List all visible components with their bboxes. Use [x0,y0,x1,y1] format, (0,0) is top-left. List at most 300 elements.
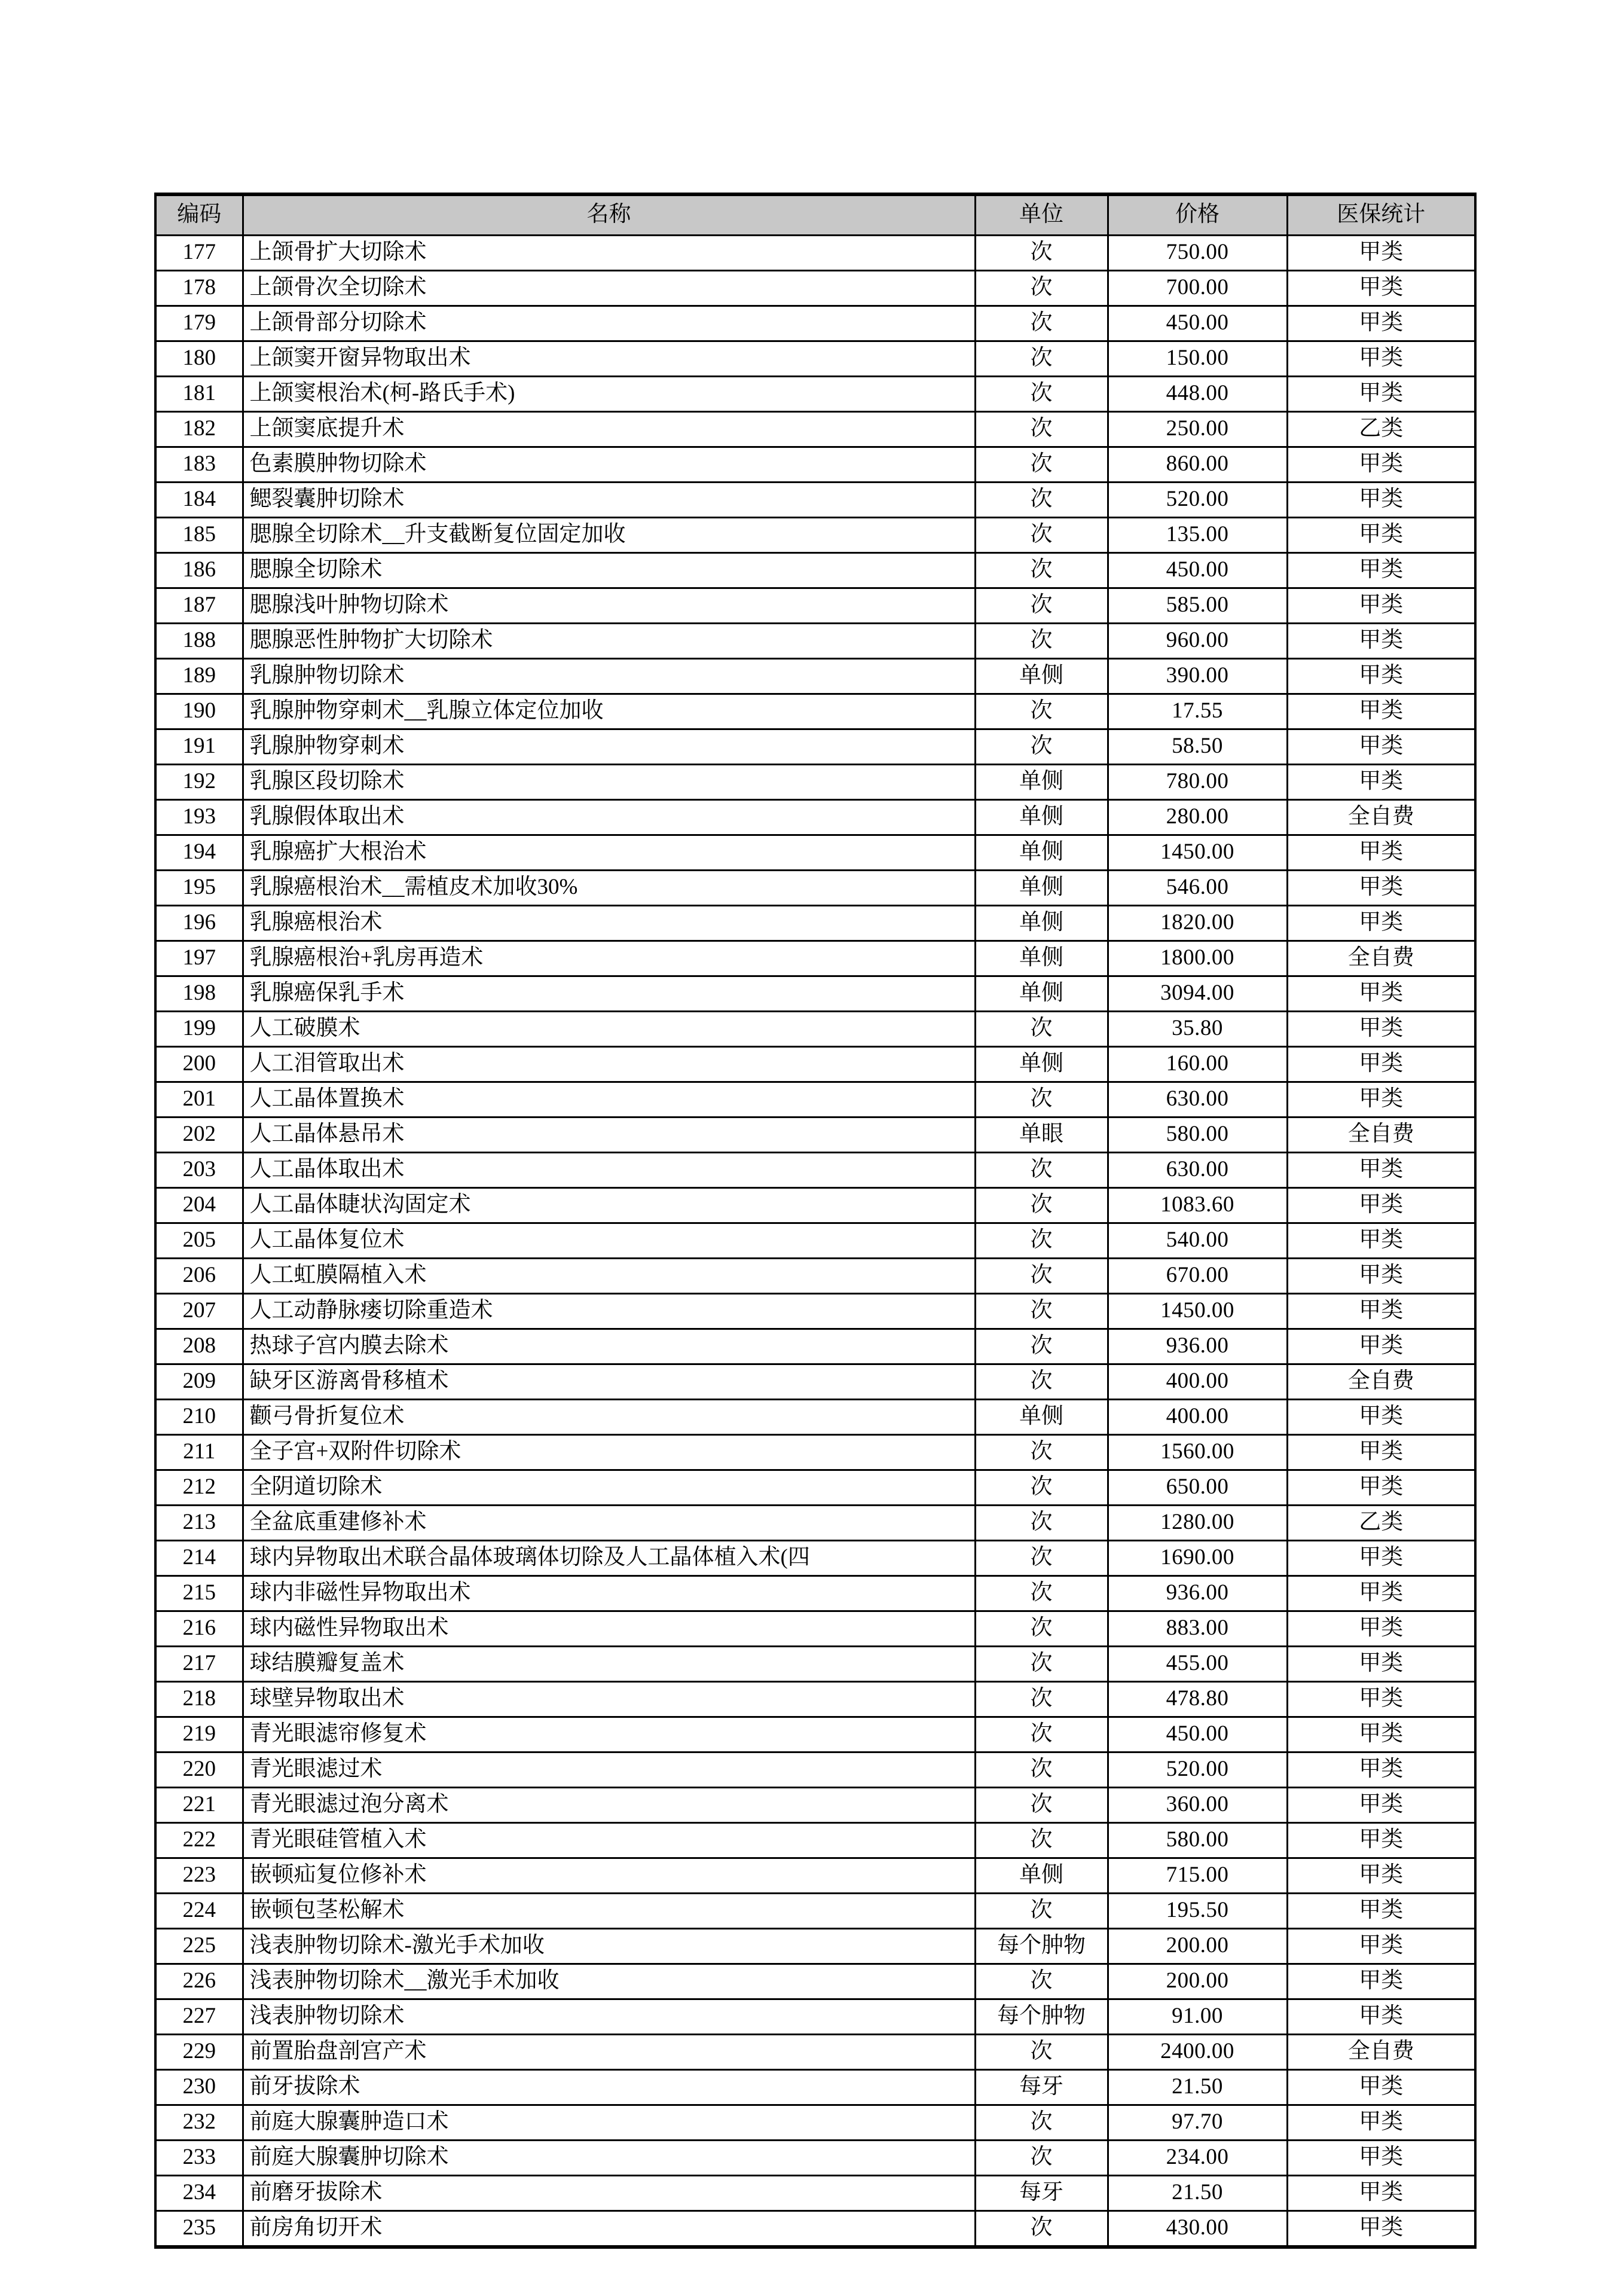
cell-unit: 每牙 [975,2176,1108,2211]
table-row [155,1929,1475,1964]
cell-name: 人工晶体复位术 [243,1223,975,1259]
cell-unit: 次 [975,1682,1108,1717]
table-row [155,1647,1475,1682]
column-header-unit: 单位 [975,194,1108,236]
table-row [155,1788,1475,1823]
cell-price: 430.00 [1108,2211,1287,2248]
cell-code: 235 [155,2211,243,2248]
cell-insurance: 甲类 [1287,729,1475,765]
cell-code: 191 [155,729,243,765]
table-row [155,694,1475,729]
table-row [155,1259,1475,1294]
cell-name: 热球子宫内膜去除术 [243,1329,975,1364]
cell-insurance: 甲类 [1287,1259,1475,1294]
cell-name: 上颌骨扩大切除术 [243,236,975,271]
cell-code: 211 [155,1435,243,1470]
cell-insurance: 甲类 [1287,483,1475,518]
cell-insurance: 甲类 [1287,1223,1475,1259]
cell-insurance: 甲类 [1287,2105,1475,2141]
cell-price: 630.00 [1108,1082,1287,1118]
cell-price: 58.50 [1108,729,1287,765]
cell-unit: 次 [975,2035,1108,2070]
cell-insurance: 甲类 [1287,1435,1475,1470]
table-row [155,1223,1475,1259]
cell-unit: 次 [975,1541,1108,1576]
cell-insurance: 甲类 [1287,1082,1475,1118]
table-row [155,1611,1475,1647]
table-row [155,1576,1475,1611]
table-row [155,1999,1475,2035]
cell-insurance: 甲类 [1287,1188,1475,1223]
cell-code: 196 [155,906,243,941]
cell-code: 200 [155,1047,243,1082]
cell-code: 215 [155,1576,243,1611]
cell-name: 嵌顿疝复位修补术 [243,1858,975,1894]
cell-insurance: 甲类 [1287,1823,1475,1858]
cell-name: 浅表肿物切除术-激光手术加收 [243,1929,975,1964]
cell-name: 乳腺假体取出术 [243,800,975,835]
cell-unit: 次 [975,1894,1108,1929]
cell-unit: 次 [975,518,1108,553]
table-row [155,2141,1475,2176]
table-row [155,835,1475,871]
cell-name: 腮腺浅叶肿物切除术 [243,588,975,624]
cell-price: 936.00 [1108,1329,1287,1364]
cell-price: 91.00 [1108,1999,1287,2035]
cell-code: 234 [155,2176,243,2211]
cell-name: 前庭大腺囊肿切除术 [243,2141,975,2176]
cell-name: 球壁异物取出术 [243,1682,975,1717]
cell-insurance: 甲类 [1287,1400,1475,1435]
cell-unit: 次 [975,2211,1108,2248]
table-row [155,2070,1475,2105]
cell-code: 207 [155,1294,243,1329]
cell-price: 250.00 [1108,412,1287,447]
table-row [155,1752,1475,1788]
cell-insurance: 甲类 [1287,624,1475,659]
cell-unit: 次 [975,1435,1108,1470]
table-row [155,518,1475,553]
cell-insurance: 甲类 [1287,871,1475,906]
table-row [155,624,1475,659]
table-row [155,1435,1475,1470]
cell-unit: 单侧 [975,659,1108,694]
cell-price: 580.00 [1108,1823,1287,1858]
table-row [155,1047,1475,1082]
cell-insurance: 甲类 [1287,976,1475,1012]
cell-insurance: 甲类 [1287,2211,1475,2248]
cell-price: 478.80 [1108,1682,1287,1717]
table-row [155,1541,1475,1576]
cell-name: 前牙拔除术 [243,2070,975,2105]
cell-code: 205 [155,1223,243,1259]
cell-name: 乳腺肿物穿刺术 [243,729,975,765]
cell-code: 227 [155,1999,243,2035]
cell-price: 455.00 [1108,1647,1287,1682]
cell-code: 224 [155,1894,243,1929]
cell-code: 195 [155,871,243,906]
cell-code: 218 [155,1682,243,1717]
cell-name: 全阴道切除术 [243,1470,975,1506]
column-header-insurance: 医保统计 [1287,194,1475,236]
cell-price: 21.50 [1108,2070,1287,2105]
cell-insurance: 甲类 [1287,1858,1475,1894]
cell-unit: 次 [975,1964,1108,1999]
table-row [155,1082,1475,1118]
table-row [155,765,1475,800]
cell-name: 嵌顿包茎松解术 [243,1894,975,1929]
table-row [155,447,1475,483]
cell-price: 35.80 [1108,1012,1287,1047]
cell-price: 1450.00 [1108,835,1287,871]
table-row [155,1894,1475,1929]
cell-insurance: 甲类 [1287,765,1475,800]
cell-code: 221 [155,1788,243,1823]
cell-insurance: 全自费 [1287,2035,1475,2070]
cell-unit: 次 [975,1329,1108,1364]
cell-unit: 单眼 [975,1118,1108,1153]
cell-name: 前磨牙拔除术 [243,2176,975,2211]
cell-price: 883.00 [1108,1611,1287,1647]
cell-name: 腮腺全切除术__升支截断复位固定加收 [243,518,975,553]
cell-price: 400.00 [1108,1400,1287,1435]
cell-unit: 次 [975,1012,1108,1047]
cell-name: 人工虹膜隔植入术 [243,1259,975,1294]
table-row [155,659,1475,694]
table-row [155,1188,1475,1223]
cell-unit: 次 [975,1082,1108,1118]
cell-unit: 次 [975,306,1108,341]
table-row [155,976,1475,1012]
cell-name: 青光眼滤过术 [243,1752,975,1788]
cell-unit: 次 [975,1470,1108,1506]
cell-code: 187 [155,588,243,624]
cell-name: 青光眼滤过泡分离术 [243,1788,975,1823]
cell-code: 194 [155,835,243,871]
cell-name: 青光眼滤帘修复术 [243,1717,975,1752]
cell-price: 3094.00 [1108,976,1287,1012]
cell-code: 183 [155,447,243,483]
cell-name: 全盆底重建修补术 [243,1506,975,1541]
table-row [155,1329,1475,1364]
cell-unit: 次 [975,447,1108,483]
cell-insurance: 甲类 [1287,1012,1475,1047]
cell-insurance: 甲类 [1287,1611,1475,1647]
cell-price: 390.00 [1108,659,1287,694]
cell-price: 360.00 [1108,1788,1287,1823]
cell-name: 乳腺区段切除术 [243,765,975,800]
cell-insurance: 甲类 [1287,447,1475,483]
cell-insurance: 甲类 [1287,2070,1475,2105]
cell-insurance: 甲类 [1287,1541,1475,1576]
cell-insurance: 甲类 [1287,588,1475,624]
cell-unit: 次 [975,412,1108,447]
cell-name: 乳腺癌根治术__需植皮术加收30% [243,871,975,906]
cell-unit: 次 [975,1294,1108,1329]
cell-code: 204 [155,1188,243,1223]
cell-unit: 次 [975,271,1108,306]
cell-price: 150.00 [1108,341,1287,377]
cell-price: 520.00 [1108,483,1287,518]
cell-unit: 每个肿物 [975,1999,1108,2035]
table-row [155,553,1475,588]
cell-code: 197 [155,941,243,976]
cell-code: 209 [155,1364,243,1400]
cell-insurance: 甲类 [1287,1999,1475,2035]
cell-code: 190 [155,694,243,729]
table-row [155,341,1475,377]
table-row [155,2105,1475,2141]
cell-code: 189 [155,659,243,694]
cell-insurance: 甲类 [1287,2141,1475,2176]
cell-insurance: 甲类 [1287,1894,1475,1929]
cell-insurance: 甲类 [1287,1647,1475,1682]
cell-insurance: 甲类 [1287,1964,1475,1999]
cell-unit: 次 [975,624,1108,659]
table-row [155,1506,1475,1541]
cell-code: 199 [155,1012,243,1047]
cell-code: 198 [155,976,243,1012]
cell-code: 206 [155,1259,243,1294]
cell-name: 上颌窦底提升术 [243,412,975,447]
cell-unit: 次 [975,377,1108,412]
cell-insurance: 甲类 [1287,1153,1475,1188]
cell-code: 192 [155,765,243,800]
table-row [155,1400,1475,1435]
cell-name: 乳腺肿物切除术 [243,659,975,694]
cell-unit: 单侧 [975,976,1108,1012]
table-row [155,1153,1475,1188]
table-row [155,871,1475,906]
cell-insurance: 甲类 [1287,1717,1475,1752]
cell-insurance: 甲类 [1287,377,1475,412]
cell-name: 上颌骨次全切除术 [243,271,975,306]
cell-insurance: 全自费 [1287,1118,1475,1153]
cell-price: 585.00 [1108,588,1287,624]
cell-price: 546.00 [1108,871,1287,906]
cell-name: 球结膜瓣复盖术 [243,1647,975,1682]
table-row [155,1717,1475,1752]
cell-insurance: 甲类 [1287,1788,1475,1823]
cell-insurance: 全自费 [1287,800,1475,835]
cell-insurance: 甲类 [1287,1576,1475,1611]
cell-unit: 次 [975,1823,1108,1858]
table-row [155,236,1475,271]
cell-name: 前房角切开术 [243,2211,975,2248]
cell-name: 全子宫+双附件切除术 [243,1435,975,1470]
cell-code: 193 [155,800,243,835]
cell-name: 乳腺癌保乳手术 [243,976,975,1012]
cell-name: 青光眼硅管植入术 [243,1823,975,1858]
cell-price: 200.00 [1108,1929,1287,1964]
table-row [155,412,1475,447]
cell-unit: 次 [975,1717,1108,1752]
cell-unit: 次 [975,729,1108,765]
cell-price: 450.00 [1108,1717,1287,1752]
table-row [155,2176,1475,2211]
column-header-name: 名称 [243,194,975,236]
cell-name: 球内磁性异物取出术 [243,1611,975,1647]
table-row [155,2035,1475,2070]
table-row [155,1682,1475,1717]
table-row [155,729,1475,765]
table-row [155,800,1475,835]
cell-unit: 次 [975,1611,1108,1647]
cell-name: 人工晶体置换术 [243,1082,975,1118]
cell-price: 448.00 [1108,377,1287,412]
column-header-code: 编码 [155,194,243,236]
cell-insurance: 甲类 [1287,2176,1475,2211]
cell-name: 缺牙区游离骨移植术 [243,1364,975,1400]
cell-price: 21.50 [1108,2176,1287,2211]
cell-name: 鳃裂囊肿切除术 [243,483,975,518]
cell-code: 179 [155,306,243,341]
table-row [155,588,1475,624]
cell-code: 203 [155,1153,243,1188]
header-row [155,194,1475,236]
cell-price: 17.55 [1108,694,1287,729]
cell-code: 181 [155,377,243,412]
cell-code: 186 [155,553,243,588]
cell-unit: 单侧 [975,765,1108,800]
cell-code: 210 [155,1400,243,1435]
cell-insurance: 甲类 [1287,236,1475,271]
cell-code: 226 [155,1964,243,1999]
cell-code: 230 [155,2070,243,2105]
cell-code: 185 [155,518,243,553]
table-row [155,1118,1475,1153]
cell-code: 217 [155,1647,243,1682]
cell-code: 220 [155,1752,243,1788]
cell-name: 上颌窦开窗异物取出术 [243,341,975,377]
cell-insurance: 甲类 [1287,835,1475,871]
cell-unit: 每牙 [975,2070,1108,2105]
cell-unit: 次 [975,1153,1108,1188]
cell-unit: 次 [975,1259,1108,1294]
medical-price-table [154,193,1477,2249]
cell-insurance: 甲类 [1287,694,1475,729]
cell-price: 780.00 [1108,765,1287,800]
cell-unit: 每个肿物 [975,1929,1108,1964]
cell-insurance: 甲类 [1287,1470,1475,1506]
cell-name: 人工动静脉瘘切除重造术 [243,1294,975,1329]
cell-unit: 次 [975,1576,1108,1611]
cell-price: 936.00 [1108,1576,1287,1611]
cell-name: 前置胎盘剖宫产术 [243,2035,975,2070]
cell-unit: 次 [975,341,1108,377]
cell-price: 715.00 [1108,1858,1287,1894]
cell-unit: 单侧 [975,835,1108,871]
cell-unit: 单侧 [975,941,1108,976]
cell-code: 182 [155,412,243,447]
table-row [155,1470,1475,1506]
cell-insurance: 乙类 [1287,1506,1475,1541]
cell-code: 178 [155,271,243,306]
cell-name: 乳腺癌根治+乳房再造术 [243,941,975,976]
cell-price: 540.00 [1108,1223,1287,1259]
cell-name: 人工晶体取出术 [243,1153,975,1188]
table-row [155,1364,1475,1400]
cell-name: 腮腺恶性肿物扩大切除术 [243,624,975,659]
cell-insurance: 甲类 [1287,906,1475,941]
cell-code: 225 [155,1929,243,1964]
cell-name: 乳腺癌根治术 [243,906,975,941]
cell-price: 400.00 [1108,1364,1287,1400]
cell-price: 1690.00 [1108,1541,1287,1576]
cell-insurance: 甲类 [1287,271,1475,306]
cell-code: 208 [155,1329,243,1364]
cell-unit: 单侧 [975,800,1108,835]
cell-insurance: 甲类 [1287,1329,1475,1364]
cell-code: 232 [155,2105,243,2141]
cell-price: 97.70 [1108,2105,1287,2141]
cell-code: 202 [155,1118,243,1153]
table-row [155,1823,1475,1858]
cell-code: 177 [155,236,243,271]
cell-price: 750.00 [1108,236,1287,271]
cell-price: 700.00 [1108,271,1287,306]
cell-name: 人工晶体悬吊术 [243,1118,975,1153]
cell-insurance: 全自费 [1287,941,1475,976]
cell-price: 450.00 [1108,553,1287,588]
cell-unit: 次 [975,1647,1108,1682]
cell-unit: 次 [975,1788,1108,1823]
table-row [155,306,1475,341]
cell-insurance: 甲类 [1287,1752,1475,1788]
cell-code: 201 [155,1082,243,1118]
cell-name: 腮腺全切除术 [243,553,975,588]
cell-code: 213 [155,1506,243,1541]
cell-code: 222 [155,1823,243,1858]
cell-unit: 单侧 [975,1400,1108,1435]
cell-code: 188 [155,624,243,659]
table-row [155,271,1475,306]
cell-code: 184 [155,483,243,518]
cell-unit: 次 [975,1223,1108,1259]
cell-unit: 次 [975,2141,1108,2176]
table-header [155,194,1475,236]
cell-price: 650.00 [1108,1470,1287,1506]
cell-price: 520.00 [1108,1752,1287,1788]
cell-unit: 次 [975,1188,1108,1223]
cell-price: 160.00 [1108,1047,1287,1082]
cell-code: 229 [155,2035,243,2070]
cell-code: 216 [155,1611,243,1647]
column-header-price: 价格 [1108,194,1287,236]
cell-unit: 次 [975,483,1108,518]
cell-name: 乳腺肿物穿刺术__乳腺立体定位加收 [243,694,975,729]
cell-price: 234.00 [1108,2141,1287,2176]
cell-name: 球内异物取出术联合晶体玻璃体切除及人工晶体植入术(四 [243,1541,975,1576]
cell-unit: 次 [975,2105,1108,2141]
cell-name: 上颌骨部分切除术 [243,306,975,341]
cell-code: 233 [155,2141,243,2176]
cell-price: 1280.00 [1108,1506,1287,1541]
cell-code: 180 [155,341,243,377]
table-row [155,2211,1475,2248]
cell-name: 上颌窦根治术(柯-路氏手术) [243,377,975,412]
cell-unit: 单侧 [975,906,1108,941]
cell-name: 色素膜肿物切除术 [243,447,975,483]
cell-code: 223 [155,1858,243,1894]
cell-price: 135.00 [1108,518,1287,553]
cell-unit: 单侧 [975,871,1108,906]
cell-code: 214 [155,1541,243,1576]
cell-price: 860.00 [1108,447,1287,483]
cell-name: 人工破膜术 [243,1012,975,1047]
cell-name: 浅表肿物切除术 [243,1999,975,2035]
cell-price: 580.00 [1108,1118,1287,1153]
